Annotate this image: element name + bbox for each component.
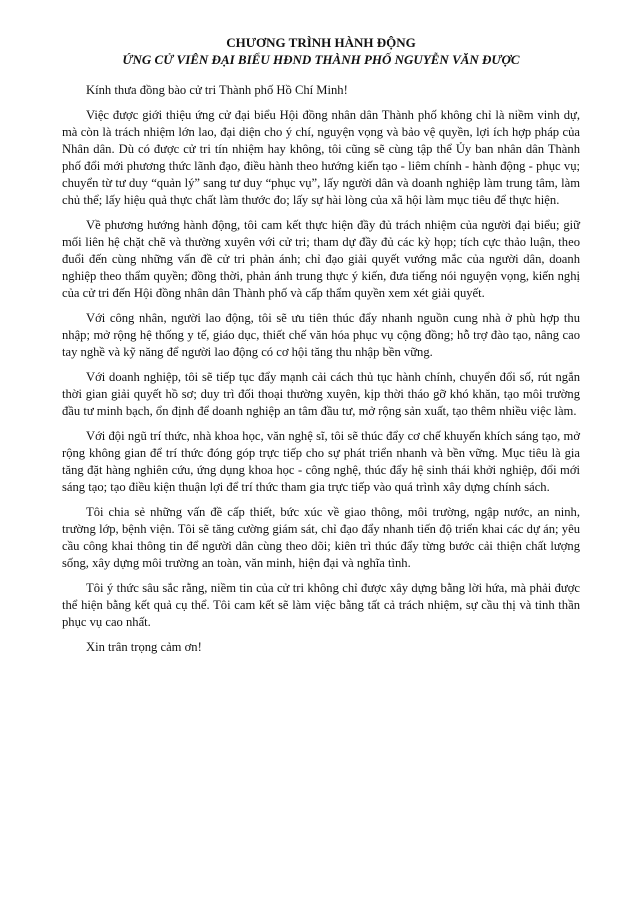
paragraph-5: Với đội ngũ trí thức, nhà khoa học, văn nghệ sĩ, tôi sẽ thúc đẩy cơ chế khuyến khích sáng tạo, mở rộng không gian để trí thức đóng góp trực tiếp cho sự phát triển nhanh và bền vững. Mục tiêu là gia tăng đặt hàng nghiên cứu, ứng dụng khoa học - công nghệ, thúc đẩy hệ sinh thái khởi nghiệp, đổi mới sáng tạo; tạo điều kiện thuận lợi để trí thức tham gia trực tiếp vào quá trình xây dựng chính sách. bbox=[62, 429, 580, 494]
paragraph-3: Với công nhân, người lao động, tôi sẽ ưu tiên thúc đẩy nhanh nguồn cung nhà ở phù hợp thu nhập; mở rộng hệ thống y tế, giáo dục, thiết chế văn hóa phục vụ cộng đồng; hỗ trợ đào tạo, nâng cao tay nghề và kỹ năng để người lao động có cơ hội tăng thu nhập bền vững. bbox=[62, 311, 580, 359]
paragraph-2: Về phương hướng hành động, tôi cam kết thực hiện đầy đủ trách nhiệm của người đại biểu; giữ mối liên hệ chặt chẽ và thường xuyên với cử tri; tham dự đầy đủ các kỳ họp; tích cực thảo luận, theo đuổi đến cùng những vấn đề cử tri phản ánh; chỉ đạo giải quyết vướng mắc của người dân, doanh nghiệp theo thẩm quyền; đồng thời, phản ánh trung thực ý kiến, đưa tiếng nói nguyện vọng, kiến nghị của cử tri đến Hội đồng nhân dân Thành phố và cấp thẩm quyền xem xét giải quyết. bbox=[62, 218, 580, 300]
document-page bbox=[62, 34, 580, 656]
salutation: Kính thưa đồng bào cử tri Thành phố Hồ Chí Minh! bbox=[86, 83, 348, 97]
document-subtitle: ỨNG CỬ VIÊN ĐẠI BIỂU HĐND THÀNH PHỐ NGUYỄN VĂN ĐƯỢC bbox=[122, 52, 520, 67]
paragraph-7: Tôi ý thức sâu sắc rằng, niềm tin của cử tri không chỉ được xây dựng bằng lời hứa, mà phải được thể hiện bằng kết quả cụ thể. Tôi cam kết sẽ làm việc bằng tất cả trách nhiệm, sự cầu thị và tinh thần phục vụ cao nhất. bbox=[62, 581, 580, 629]
paragraph-4: Với doanh nghiệp, tôi sẽ tiếp tục đẩy mạnh cải cách thủ tục hành chính, chuyển đổi số, rút ngắn thời gian giải quyết hồ sơ; duy trì đối thoại thường xuyên, kịp thời tháo gỡ khó khăn, tạo môi trường đầu tư minh bạch, ổn định để doanh nghiệp an tâm đầu tư, mở rộng sản xuất, tạo thêm nhiều việc làm. bbox=[62, 370, 580, 418]
paragraph-1: Việc được giới thiệu ứng cử đại biểu Hội đồng nhân dân Thành phố không chỉ là niềm vinh dự, mà còn là trách nhiệm lớn lao, đại diện cho ý chí, nguyện vọng và bảo vệ quyền, lợi ích hợp pháp của Nhân dân. Dù có được cử tri tín nhiệm hay không, tôi cũng sẽ cùng tập thể Ủy ban nhân dân Thành phố đổi mới phương thức lãnh đạo, điều hành theo hướng kiến tạo - liêm chính - hành động - phục vụ; chuyển từ tư duy “quản lý” sang tư duy “phục vụ”, lấy người dân và doanh nghiệp làm trung tâm, làm chủ thể; lấy hiệu quả thực chất làm thước đo; lấy sự hài lòng của xã hội làm mục tiêu để thực hiện. bbox=[62, 108, 580, 207]
paragraph-6: Tôi chia sẻ những vấn đề cấp thiết, bức xúc về giao thông, môi trường, ngập nước, an ninh, trường lớp, bệnh viện. Tôi sẽ tăng cường giám sát, chỉ đạo đẩy nhanh tiến độ triển khai các dự án; yêu cầu công khai thông tin để người dân cùng theo dõi; kiên trì thúc đẩy từng bước cải thiện chất lượng sống, xây dựng môi trường an toàn, văn minh, hiện đại và nghĩa tình. bbox=[62, 505, 580, 570]
document-title: CHƯƠNG TRÌNH HÀNH ĐỘNG bbox=[226, 35, 416, 50]
closing-line: Xin trân trọng cảm ơn! bbox=[86, 640, 202, 654]
